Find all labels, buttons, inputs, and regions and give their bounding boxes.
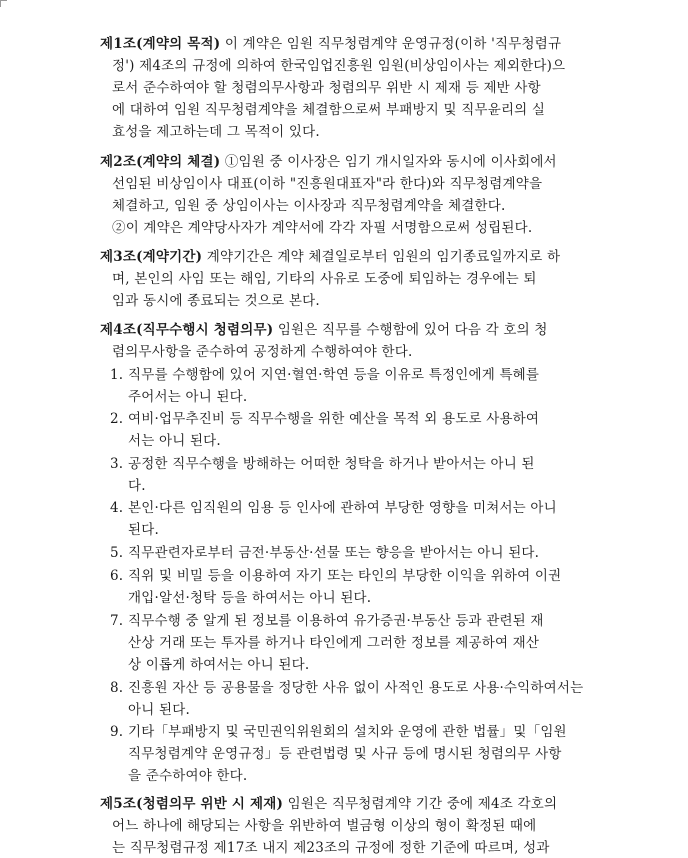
article-1-line-2: 정') 제4조의 규정에 의하여 한국임업진흥원 임원(비상임이사는 제외한다)으 [112, 58, 566, 74]
list-item-number: 8. [110, 680, 124, 696]
list-item-text: 여비·업무추진비 등 직무수행을 위한 예산을 목적 외 용도로 사용하여 [128, 411, 540, 427]
list-item-text: 된다. [128, 522, 159, 538]
list-item-number: 7. [110, 613, 124, 629]
list-item-text: 개입·알선·청탁 등을 하여서는 아니 된다. [128, 590, 372, 606]
article-4-line-1: 제4조(직무수행시 청렴의무) 임원은 직무를 수행함에 있어 다음 각 호의 청 [100, 322, 548, 338]
article-1-line-4: 에 대하여 임원 직무청렴계약을 체결함으로써 부패방지 및 직무윤리의 실 [112, 102, 546, 118]
list-item-number: 9. [110, 724, 124, 740]
list-item-number: 6. [110, 568, 124, 584]
article-4-heading: 제4조(직무수행시 청렴의무) [100, 322, 274, 338]
article-2-line-1: 제2조(계약의 체결) ①임원 중 이사장은 임기 개시일자와 동시에 이사회에서 [100, 154, 557, 170]
list-item-text: 다. [128, 478, 146, 494]
article-5-heading: 제5조(청렴의무 위반 시 제재) [100, 796, 284, 812]
article-3-heading: 제3조(계약기간) [100, 249, 203, 265]
list-item-text: 공정한 직무수행을 방해하는 어떠한 청탁을 하거나 받아서는 아니 된 [128, 456, 535, 472]
article-4-line-2: 렴의무사항을 준수하여 공정하게 수행하여야 한다. [112, 344, 413, 360]
list-item-number: 2. [110, 411, 124, 427]
list-item-text: 직무관련자로부터 금전·부동산·선물 또는 향응을 받아서는 아니 된다. [128, 545, 540, 561]
list-item-text: 직위 및 비밀 등을 이용하여 자기 또는 타인의 부당한 이익을 위하여 이권 [128, 568, 562, 584]
list-item-text: 직무청렴계약 운영규정」등 관련법령 및 사규 등에 명시된 청렴의무 사항 [128, 746, 562, 762]
article-2-line-2: 선임된 비상임이사 대표(이하 "진흥원대표자"라 한다)와 직무청렴계약을 [112, 176, 543, 192]
article-1-line-1: 제1조(계약의 목적) 이 계약은 임원 직무청렴계약 운영규정(이하 '직무청렴규 [100, 36, 562, 52]
list-item-text: 산상 거래 또는 투자를 하거나 타인에게 그러한 정보를 제공하여 재산 [128, 635, 540, 651]
page-corner-mark [0, 0, 7, 7]
list-item-number: 4. [110, 500, 124, 516]
article-5-line-3: 는 직무청렴규정 제17조 내지 제23조의 규정에 정한 기준에 따르며, 성과 [112, 840, 550, 856]
list-item-text: 직무를 수행함에 있어 지연·혈연·학연 등을 이유로 특정인에게 특혜를 [128, 367, 540, 383]
list-item-text: 을 준수하여야 한다. [128, 768, 248, 784]
article-5-line-2: 어느 하나에 해당되는 사항을 위반하여 벌금형 이상의 형이 확정된 때에 [112, 818, 537, 834]
list-item-text: 서는 아니 된다. [128, 433, 221, 449]
list-item-number: 5. [110, 545, 124, 561]
list-item-text: 주어서는 아니 된다. [128, 389, 248, 405]
article-3-line-2: 며, 본인의 사임 또는 해임, 기타의 사유로 도중에 퇴임하는 경우에는 퇴 [112, 271, 537, 287]
list-item-text: 진흥원 자산 등 공용물을 정당한 사유 없이 사적인 용도로 사용·수익하여서는 [128, 680, 584, 696]
list-item-text: 상 이롭게 하여서는 아니 된다. [128, 657, 310, 673]
article-2-line-3: 체결하고, 임원 중 상임이사는 이사장과 직무청렴계약을 체결한다. [112, 198, 506, 214]
list-item-number: 3. [110, 456, 124, 472]
article-3-line-3: 임과 동시에 종료되는 것으로 본다. [112, 293, 320, 309]
article-1-heading: 제1조(계약의 목적) [100, 36, 221, 52]
article-2-heading: 제2조(계약의 체결) [100, 154, 221, 170]
article-1-line-3: 로서 준수하여야 할 청렴의무사항과 청렴의무 위반 시 제재 등 제반 사항 [112, 80, 541, 96]
list-item-text: 본인·다른 임직원의 임용 등 인사에 관하여 부당한 영향을 미쳐서는 아니 [128, 500, 557, 516]
article-1-line-5: 효성을 제고하는데 그 목적이 있다. [112, 124, 320, 140]
list-item-text: 기타「부패방지 및 국민권익위원회의 설치와 운영에 관한 법률」및「임원 [128, 724, 567, 740]
list-item-number: 1. [110, 367, 124, 383]
article-5-line-1: 제5조(청렴의무 위반 시 제재) 임원은 직무청렴계약 기간 중에 제4조 각호의 [100, 796, 558, 812]
list-item-text: 직무수행 중 알게 된 정보를 이용하여 유가증권·부동산 등과 관련된 재 [128, 613, 544, 629]
article-3-line-1: 제3조(계약기간) 계약기간은 계약 체결일로부터 임원의 임기종료일까지로 하 [100, 249, 561, 265]
article-2-line-4: ②이 계약은 계약당사자가 계약서에 각각 자필 서명함으로써 성립된다. [112, 220, 533, 236]
list-item-text: 아니 된다. [128, 702, 190, 718]
